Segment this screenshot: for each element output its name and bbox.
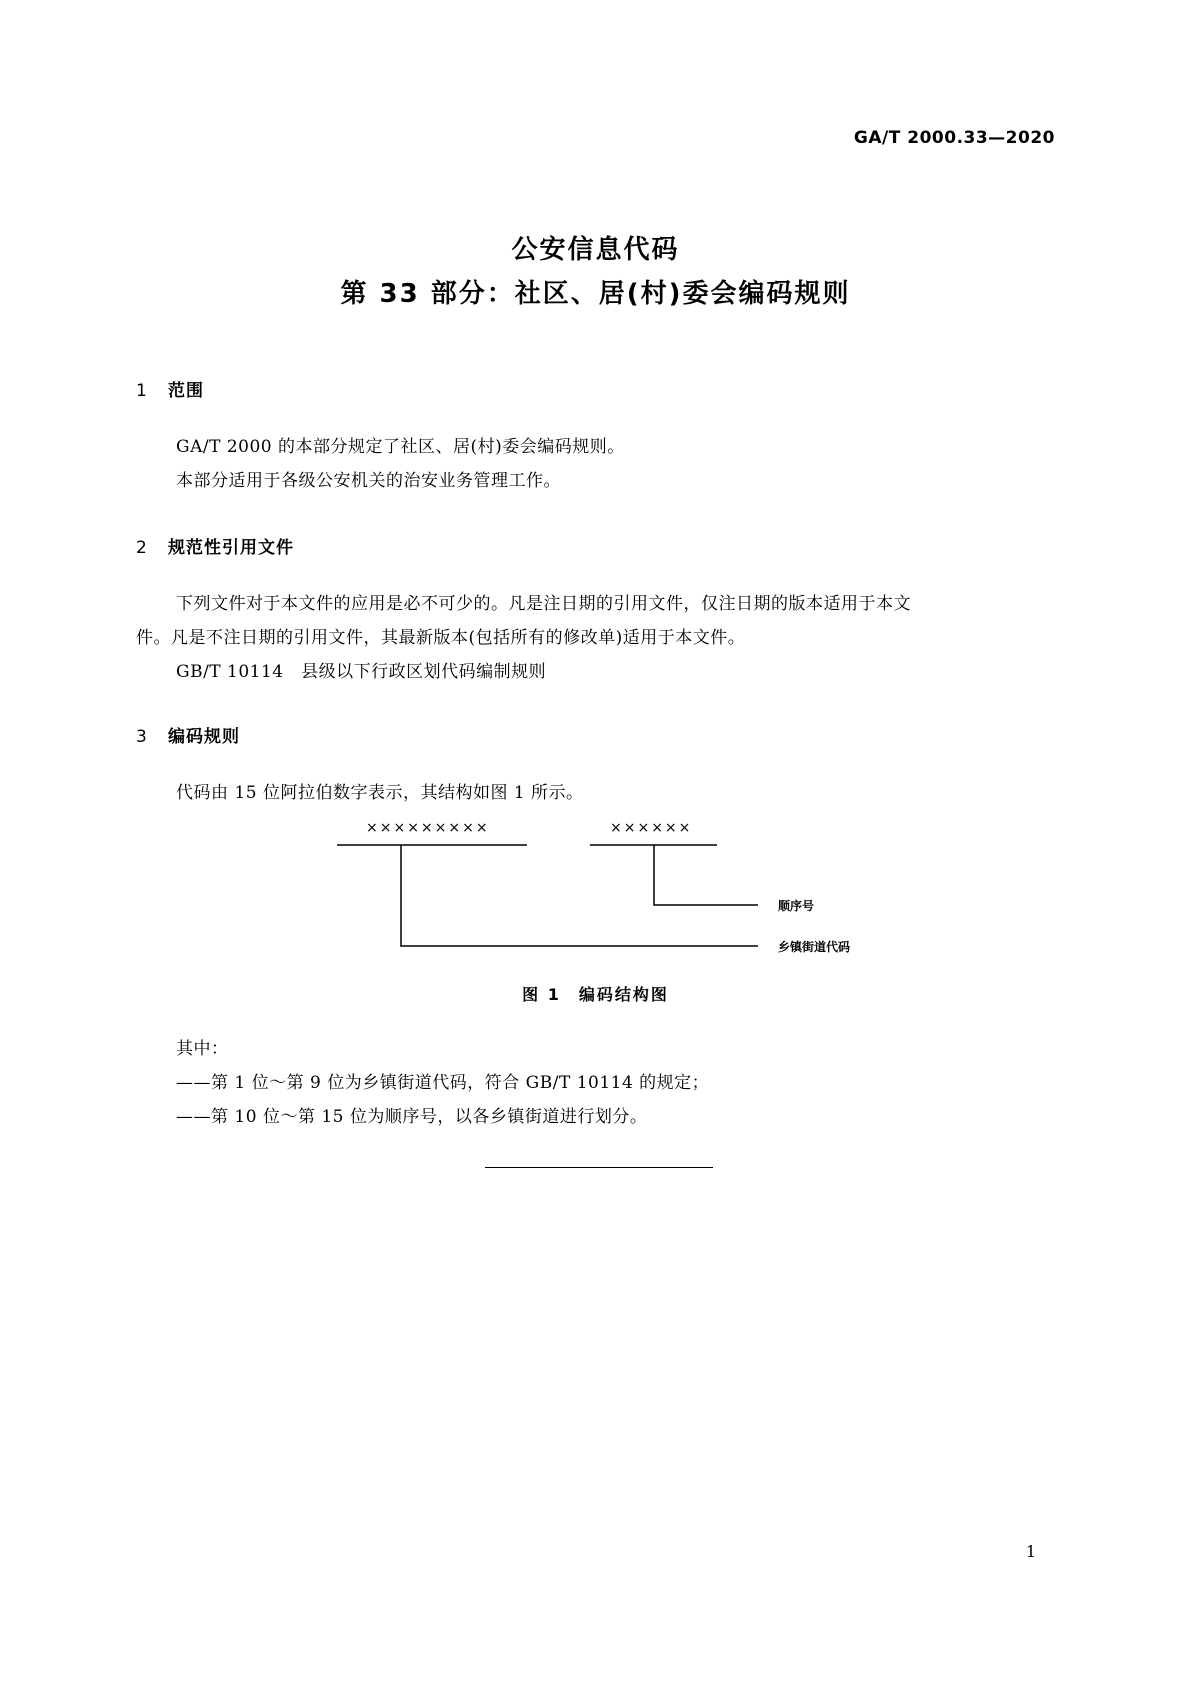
end-of-text-rule xyxy=(485,1167,713,1168)
title-line-2: 第 33 部分：社区、居(村)委会编码规则 xyxy=(340,279,851,309)
normative-reference: GB/T 10114 县级以下行政区划代码编制规则 xyxy=(176,662,547,682)
page-number: 1 xyxy=(1025,1542,1036,1561)
paragraph: 本部分适用于各级公安机关的治安业务管理工作。 xyxy=(176,471,561,491)
label-township-code: 乡镇街道代码 xyxy=(778,940,851,954)
note-item: ——第 10 位～第 15 位为顺序号，以各乡镇街道进行划分。 xyxy=(176,1107,648,1127)
section-title: 规范性引用文件 xyxy=(168,538,294,558)
figure-caption: 图 1 编码结构图 xyxy=(522,985,669,1004)
paragraph: GA/T 2000 的本部分规定了社区、居(村)委会编码规则。 xyxy=(176,437,625,457)
section-number: 3 xyxy=(136,727,148,747)
sequence-connector xyxy=(654,845,758,905)
standard-number: GA/T 2000.33—2020 xyxy=(853,128,1055,148)
section-number: 2 xyxy=(136,538,148,558)
paragraph-line: 下列文件对于本文件的应用是必不可少的。凡是注日期的引用文件，仅注日期的版本适用于本文 xyxy=(176,594,911,614)
note-item: ——第 1 位～第 9 位为乡镇街道代码，符合 GB/T 10114 的规定； xyxy=(176,1073,710,1093)
paragraph-line: 件。凡是不注日期的引用文件，其最新版本(包括所有的修改单)适用于本文件。 xyxy=(136,628,746,648)
paragraph: 代码由 15 位阿拉伯数字表示，其结构如图 1 所示。 xyxy=(176,783,584,803)
section-3-notes xyxy=(136,1032,1056,1134)
notes-title: 其中： xyxy=(176,1039,229,1059)
code-group-2-marks: ×××××× xyxy=(610,820,693,836)
section-title: 编码规则 xyxy=(168,727,240,747)
township-connector xyxy=(401,845,758,946)
title-line-1: 公安信息代码 xyxy=(511,235,680,265)
section-title: 范围 xyxy=(168,381,204,401)
section-number: 1 xyxy=(136,381,148,401)
code-group-1-marks: ××××××××× xyxy=(366,820,490,836)
label-sequence-number: 顺序号 xyxy=(778,899,815,913)
